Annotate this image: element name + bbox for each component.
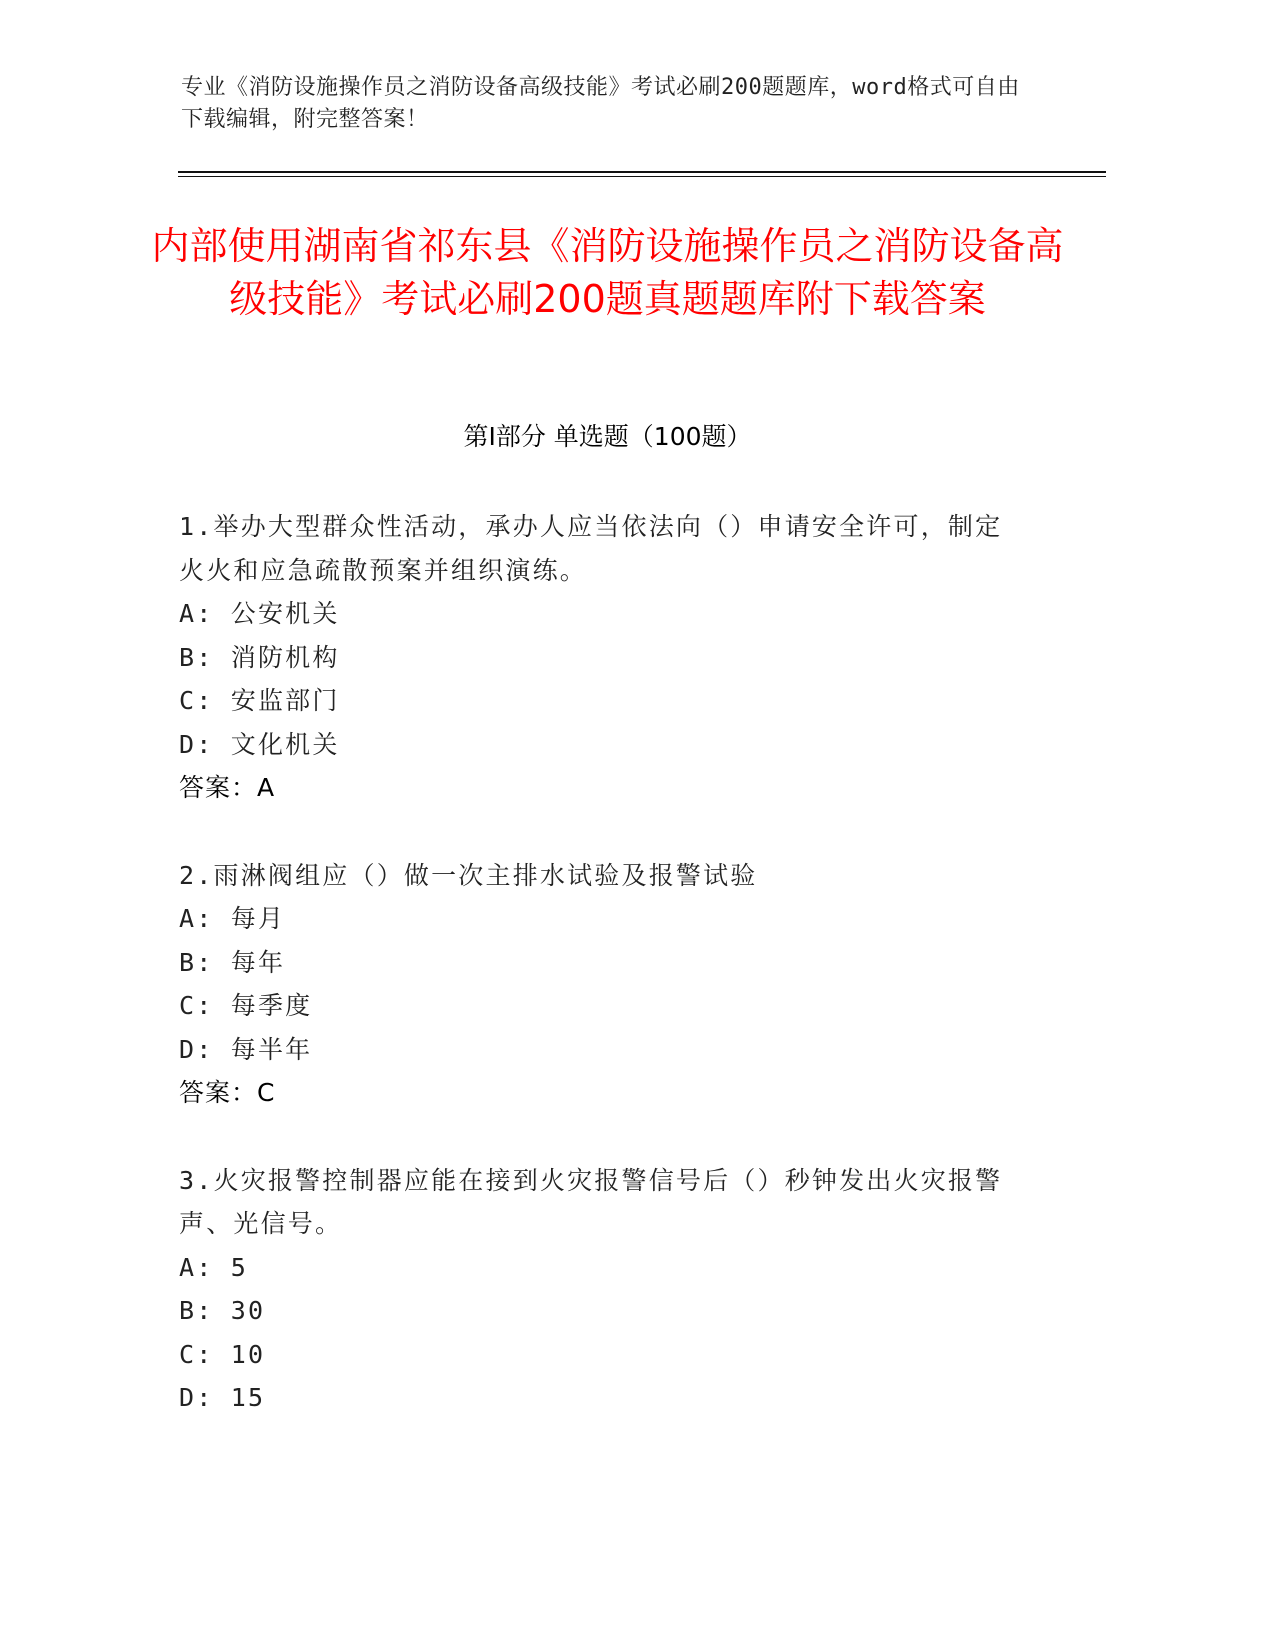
option-d: D: 每半年 [179,1034,313,1064]
option-a: A: 5 [179,1252,249,1282]
header-rule-thick [178,171,1106,173]
option-d: D: 文化机关 [179,729,340,759]
question-list [179,505,1029,1464]
answer: 答案：A [179,773,276,802]
option-c: C: 10 [179,1339,266,1369]
document-title: 内部使用湖南省祁东县《消防设施操作员之消防设备高级技能》考试必刷200题真题题库附下载答案 [151,224,1064,321]
question-3 [179,1159,1029,1420]
option-d: D: 15 [179,1383,266,1412]
question-text: 2.雨淋阀组应（）做一次主排水试验及报警试验 [179,860,758,890]
question-text: 3.火灾报警控制器应能在接到火灾报警信号后（）秒钟发出火灾报警声、光信号。 [179,1165,1003,1238]
option-c: C: 安监部门 [179,686,340,715]
header-rule-thin [178,176,1106,177]
option-a: A: 公安机关 [179,599,340,628]
option-b: B: 消防机构 [179,642,340,672]
option-b: B: 每年 [179,947,286,977]
question-text: 1.举办大型群众性活动，承办人应当依法向（）申请安全许可，制定火火和应急疏散预案并组织演练。 [179,512,1003,585]
option-b: B: 30 [179,1296,266,1325]
header-note: 专业《消防设施操作员之消防设备高级技能》考试必刷200题题库，word格式可自由下载编辑，附完整答案！ [181,75,1020,132]
option-c: C: 每季度 [179,991,313,1020]
section-title: 第Ⅰ部分 单选题（100题） [463,422,752,451]
answer: 答案：C [179,1078,276,1107]
option-a: A: 每月 [179,904,286,933]
question-2 [179,854,1029,1115]
question-1 [179,505,1029,810]
